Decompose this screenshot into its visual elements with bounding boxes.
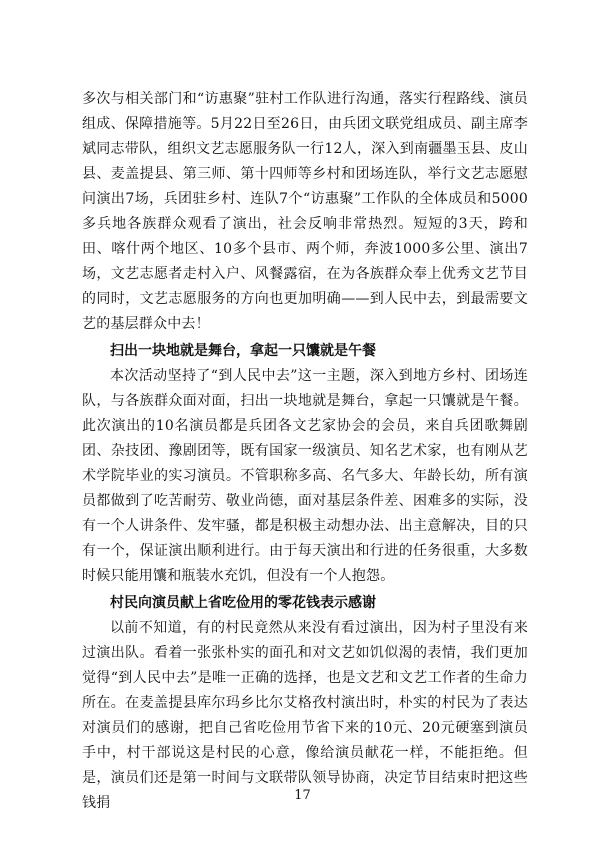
section-heading: 村民向演员献上省吃俭用的零花钱表示感谢 [110,595,376,611]
body-paragraph: 以前不知道，有的村民竟然从来没有看过演出，因为村子里没有来过演出队。看着一张张朴实的面孔和对文艺如饥似渴的表情，我们更加觉得“到人民中去”是唯一正确的选择，也是文艺和文艺工作者的生命力所在。在麦盖提县库尔玛乡比尔艾格孜村演出时，朴实的村民为了表达对演员们的感谢，把自己省吃俭用节省下来的10元、20元硬塞到演员手中，村干部说这是村民的心意，像给演员献花一样，不能拒绝。但是，演员们还是第一时间与文联带队领导协商，决定节目结束时把这些钱捐 [82,620,528,811]
document-body [82,87,528,816]
body-paragraph: 本次活动坚持了“到人民中去”这一主题，深入到地方乡村、团场连队，与各族群众面对面，扫出一块地就是舞台，拿起一只馕就是午餐。此次演出的10名演员都是兵团各文艺家协会的会员，来自兵团歌舞剧团、杂技团、豫剧团等，既有国家一级演员、知名艺术家，也有刚从艺术学院毕业的实习演员。不管职称多高、名气多大、年龄长幼，所有演员都做到了吃苦耐劳、敬业尚德，面对基层条件差、困难多的实际，没有一个人讲条件、发牢骚，都是积极主动想办法、出主意解决，目的只有一个，保证演出顺利进行。由于每天演出和行进的任务很重，大多数时候只能用馕和瓶装水充饥，但没有一个人抱怨。 [82,368,528,584]
page-number: 17 [294,788,311,803]
section-heading: 扫出一块地就是舞台，拿起一只馕就是午餐 [110,343,376,359]
body-paragraph: 多次与相关部门和“访惠聚”驻村工作队进行沟通，落实行程路线、演员组成、保障措施等。5月22日至26日，由兵团文联党组成员、副主席李斌同志带队，组织文艺志愿服务队一行12人，深入到南疆墨玉县、皮山县、麦盖提县、第三师、第十四师等乡村和团场连队，举行文艺志愿慰问演出7场，兵团驻乡村、连队7个“访惠聚”工作队的全体成员和5000多兵地各族群众观看了演出，社会反响非常热烈。短短的3天，跨和田、喀什两个地区、10多个县市、两个师，奔波1000多公里、演出7场，文艺志愿者走村入户、风餐露宿，在为各族群众奉上优秀文艺节目的同时，文艺志愿服务的方向也更加明确——到人民中去，到最需要文艺的基层群众中去！ [82,91,528,332]
